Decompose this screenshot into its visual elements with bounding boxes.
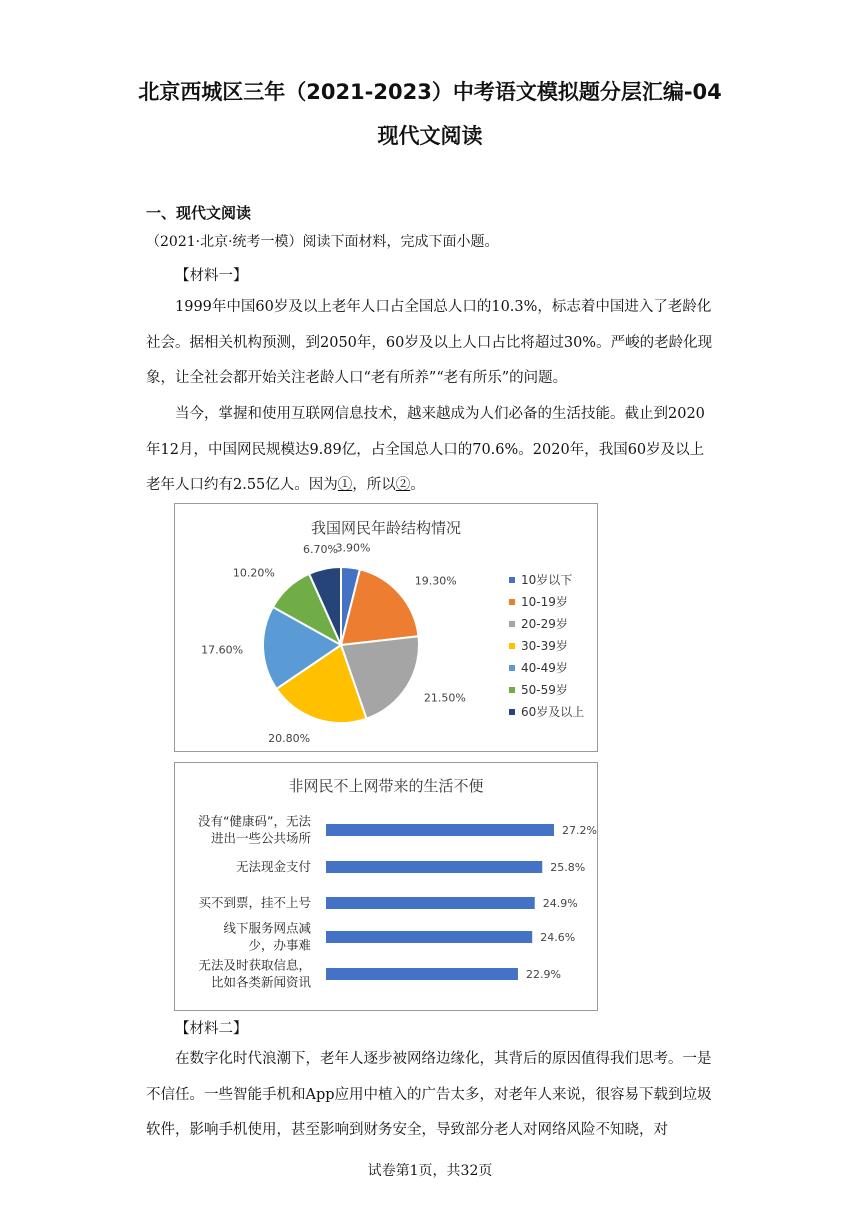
question-source: （2021·北京·统考一模）阅读下面材料，完成下面小题。	[146, 234, 499, 250]
bar-chart	[175, 763, 597, 1010]
bar-category-label-1-0: 无法现金支付	[235, 859, 311, 874]
pie-legend-label-4: 40-49岁	[521, 661, 568, 675]
pie-legend-label-5: 50-59岁	[521, 683, 568, 697]
pie-data-label-5: 10.20%	[232, 566, 275, 580]
blank-connector: ，所以	[352, 477, 396, 493]
material1-paragraph2-text: 当今，掌握和使用互联网信息技术，越来越成为人们必备的生活技能。截止到2020年12月，中国网民规模达9.89亿，占全国总人口的70.6%。2020年，我国60岁及以上老年人口约有2.55亿人。因为	[146, 406, 705, 493]
page-footer: 试卷第1页，共32页	[367, 1163, 493, 1179]
bar-category-label-0-0: 没有“健康码”，无法	[198, 813, 311, 829]
pie-legend-swatch-3	[509, 643, 515, 649]
pie-chart	[175, 504, 597, 751]
section-heading: 一、现代文阅读	[146, 204, 252, 222]
bar-4	[326, 968, 518, 980]
pie-data-label-4: 17.60%	[201, 643, 244, 657]
pie-data-label-0: 3.90%	[335, 541, 371, 555]
pie-legend-label-1: 10-19岁	[521, 595, 568, 609]
bar-data-label-2: 24.9%	[542, 897, 578, 910]
bar-data-label-0: 27.2%	[562, 824, 597, 837]
bar-category-label-4-1: 比如各类新闻资讯	[210, 974, 311, 990]
material2-paragraph1-text: 在数字化时代浪潮下，老年人逐步被网络边缘化，其背后的原因值得我们思考。一是不信任。一些智能手机和App应用中植入的广告太多，对老年人来说，很容易下载到垃圾软件，影响手机使用，甚至影响到财务安全，导致部分老人对网络风险不知晓，对	[146, 1051, 712, 1138]
pie-legend-swatch-0	[509, 577, 515, 583]
material1-paragraph1	[146, 290, 718, 397]
bar-1	[326, 861, 542, 873]
bar-category-label-3-0: 线下服务网点减	[223, 920, 311, 936]
pie-legend-swatch-5	[509, 687, 515, 693]
bar-3	[326, 931, 532, 943]
pie-legend-swatch-1	[509, 599, 515, 605]
bar-chart-frame	[174, 762, 598, 1011]
document-title-line2: 现代文阅读	[377, 124, 483, 148]
document-title-line1: 北京西城区三年（2021-2023）中考语文模拟题分层汇编-04	[138, 80, 722, 104]
pie-legend-swatch-6	[509, 709, 515, 715]
pie-legend-swatch-4	[509, 665, 515, 671]
bar-data-label-4: 22.9%	[525, 968, 561, 981]
material2-paragraph1	[146, 1042, 718, 1149]
pie-legend-label-2: 20-29岁	[521, 617, 568, 631]
pie-chart-frame	[174, 503, 598, 752]
pie-legend-label-3: 30-39岁	[521, 639, 568, 653]
bar-0	[326, 824, 554, 836]
pie-data-label-2: 21.50%	[423, 691, 466, 705]
end-punct: 。	[410, 477, 425, 493]
material1-paragraph2	[146, 397, 718, 504]
pie-data-label-6: 6.70%	[303, 543, 339, 557]
bar-data-label-1: 25.8%	[550, 861, 586, 874]
pie-legend-swatch-2	[509, 621, 515, 627]
pie-legend-label-0: 10岁以下	[521, 573, 573, 587]
pie-chart-title: 我国网民年龄结构情况	[310, 519, 462, 537]
bar-data-label-3: 24.6%	[540, 931, 576, 944]
bar-2	[326, 897, 535, 909]
material2-label: 【材料二】	[175, 1021, 248, 1037]
pie-data-label-3: 20.80%	[268, 732, 311, 746]
material1-paragraph1-text: 1999年中国60岁及以上老年人口占全国总人口的10.3%，标志着中国进入了老龄化社会。据相关机构预测，到2050年，60岁及以上人口占比将超过30%。严峻的老龄化现象，让全社会都开始关注老龄人口“老有所养”“老有所乐”的问题。	[146, 299, 713, 386]
blank-1[interactable]: ①	[337, 477, 353, 493]
bar-category-label-3-1: 少，办事难	[248, 937, 311, 953]
blank-2[interactable]: ②	[395, 477, 411, 493]
bar-category-label-2-0: 买不到票，挂不上号	[198, 895, 311, 910]
pie-legend-label-6: 60岁及以上	[521, 705, 585, 719]
bar-category-label-4-0: 无法及时获取信息，	[198, 957, 311, 973]
bar-category-label-0-1: 进出一些公共场所	[210, 830, 311, 846]
pie-data-label-1: 19.30%	[414, 574, 457, 588]
bar-chart-title: 非网民不上网带来的生活不便	[288, 777, 484, 795]
material1-label: 【材料一】	[175, 268, 248, 284]
